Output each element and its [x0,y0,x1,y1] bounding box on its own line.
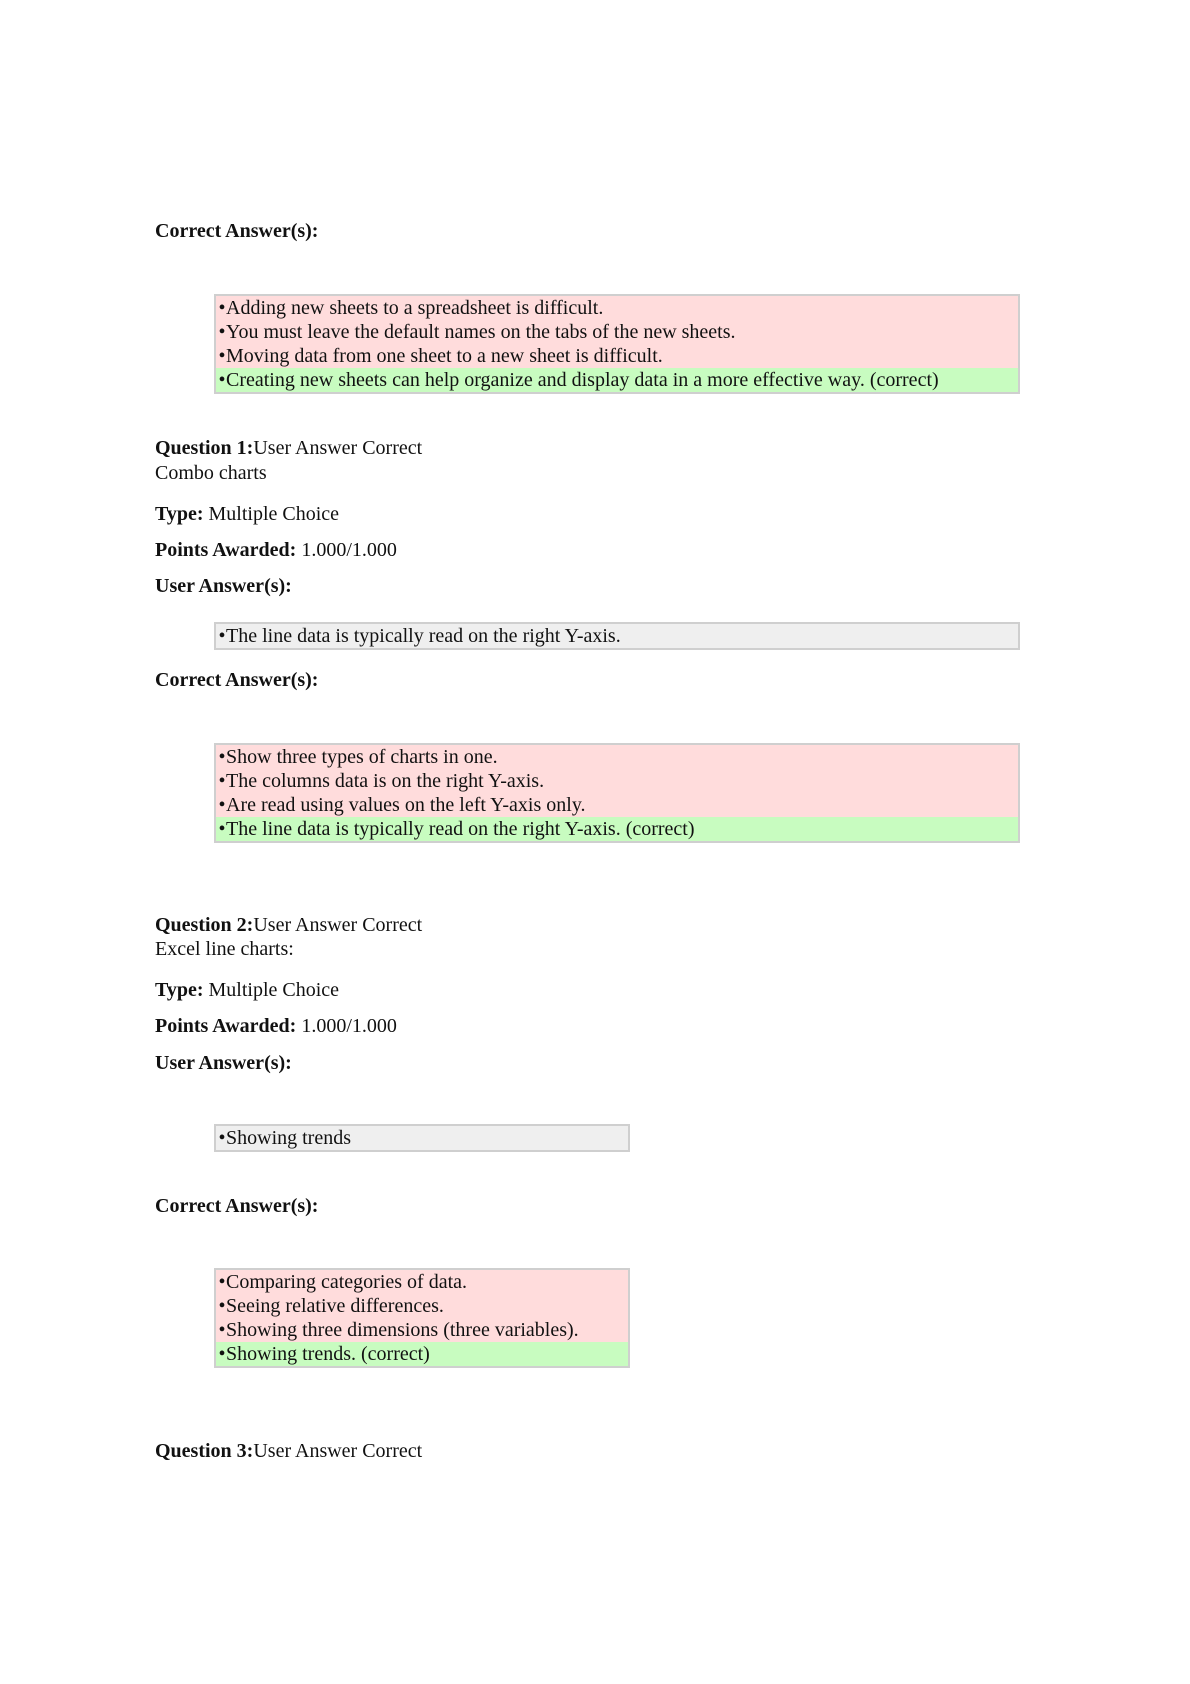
answer-option-correct: •The line data is typically read on the right Y-axis. (correct) [216,817,1018,841]
q1-type: Type: Multiple Choice [155,503,340,525]
q1-header [155,436,422,460]
q2-type: Type: Multiple Choice [155,979,340,1001]
q2-header [155,913,422,937]
q2-user-answers-label: User Answer(s): [155,1052,292,1074]
q0-correct-answers-label: Correct Answer(s): [155,220,319,242]
answer-option: •Moving data from one sheet to a new sheet is difficult. [216,344,1018,368]
q1-points: Points Awarded: 1.000/1.000 [155,539,397,561]
user-answer: •Showing trends [216,1126,628,1150]
question-result: User Answer Correct [253,1440,423,1462]
question-result: User Answer Correct [253,437,423,459]
question-number: Question 3: [155,1440,254,1462]
answer-option: •Are read using values on the left Y-axis only. [216,793,1018,817]
answer-option: •Seeing relative differences. [216,1294,628,1318]
answer-option: •Adding new sheets to a spreadsheet is difficult. [216,296,1018,320]
q2-points: Points Awarded: 1.000/1.000 [155,1015,397,1037]
answer-option-correct: •Creating new sheets can help organize and display data in a more effective way. (correct) [216,368,1018,392]
q1-correct-answers-box [214,743,1020,843]
question-number: Question 2: [155,914,254,936]
answer-option: •The columns data is on the right Y-axis. [216,769,1018,793]
question-result: User Answer Correct [253,914,423,936]
q2-user-answers-box [214,1124,630,1152]
q1-user-answers-box [214,622,1020,650]
answer-option: •Showing three dimensions (three variables). [216,1318,628,1342]
q2-correct-answers-label: Correct Answer(s): [155,1195,319,1217]
user-answer: •The line data is typically read on the right Y-axis. [216,624,1018,648]
q1-prompt: Combo charts [155,462,267,484]
answer-option: •Show three types of charts in one. [216,745,1018,769]
question-number: Question 1: [155,437,254,459]
q3-header [155,1439,422,1463]
answer-option: •You must leave the default names on the tabs of the new sheets. [216,320,1018,344]
q2-correct-answers-box [214,1268,630,1368]
q1-user-answers-label: User Answer(s): [155,575,292,597]
q1-correct-answers-label: Correct Answer(s): [155,669,319,691]
answer-option: •Comparing categories of data. [216,1270,628,1294]
q2-prompt: Excel line charts: [155,938,294,960]
answer-option-correct: •Showing trends. (correct) [216,1342,628,1366]
q0-correct-answers-box [214,294,1020,394]
